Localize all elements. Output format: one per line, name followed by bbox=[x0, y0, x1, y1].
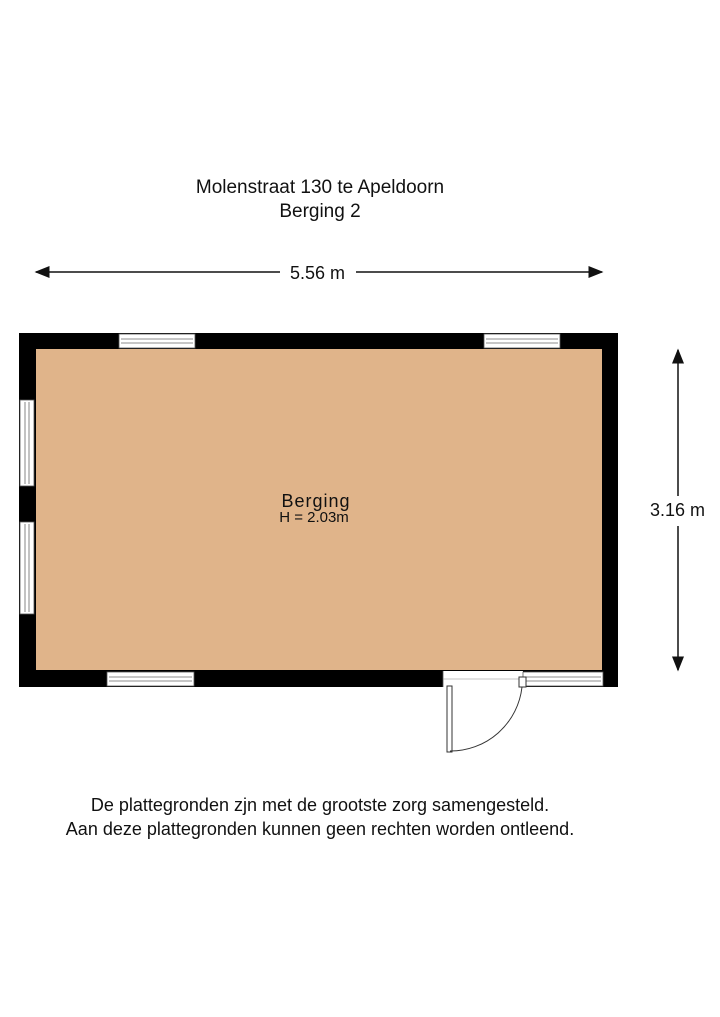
floorplan-floor-name: Berging 2 bbox=[279, 201, 361, 222]
room-ceiling-height: H = 2.03m bbox=[279, 509, 349, 526]
window-bottom-left bbox=[107, 672, 194, 686]
window-left-upper bbox=[20, 400, 34, 486]
window-top-left bbox=[119, 334, 195, 348]
window-top-right bbox=[484, 334, 560, 348]
room-name: Berging bbox=[281, 491, 351, 511]
floorplan-address: Molenstraat 130 te Apeldoorn bbox=[195, 177, 445, 198]
width-dimension-label: 5.56 m bbox=[286, 263, 349, 284]
height-dimension-label: 3.16 m bbox=[646, 500, 709, 521]
window-left-lower bbox=[20, 522, 34, 614]
door-swing bbox=[447, 677, 526, 752]
disclaimer-line-2: Aan deze plattegronden kunnen geen rechten worden ontleend. bbox=[65, 819, 575, 839]
disclaimer-line-1: De plattegronden zjn met de grootste zorg samengesteld. bbox=[90, 795, 550, 815]
window-bottom-right bbox=[523, 672, 603, 686]
door-opening bbox=[443, 671, 523, 687]
